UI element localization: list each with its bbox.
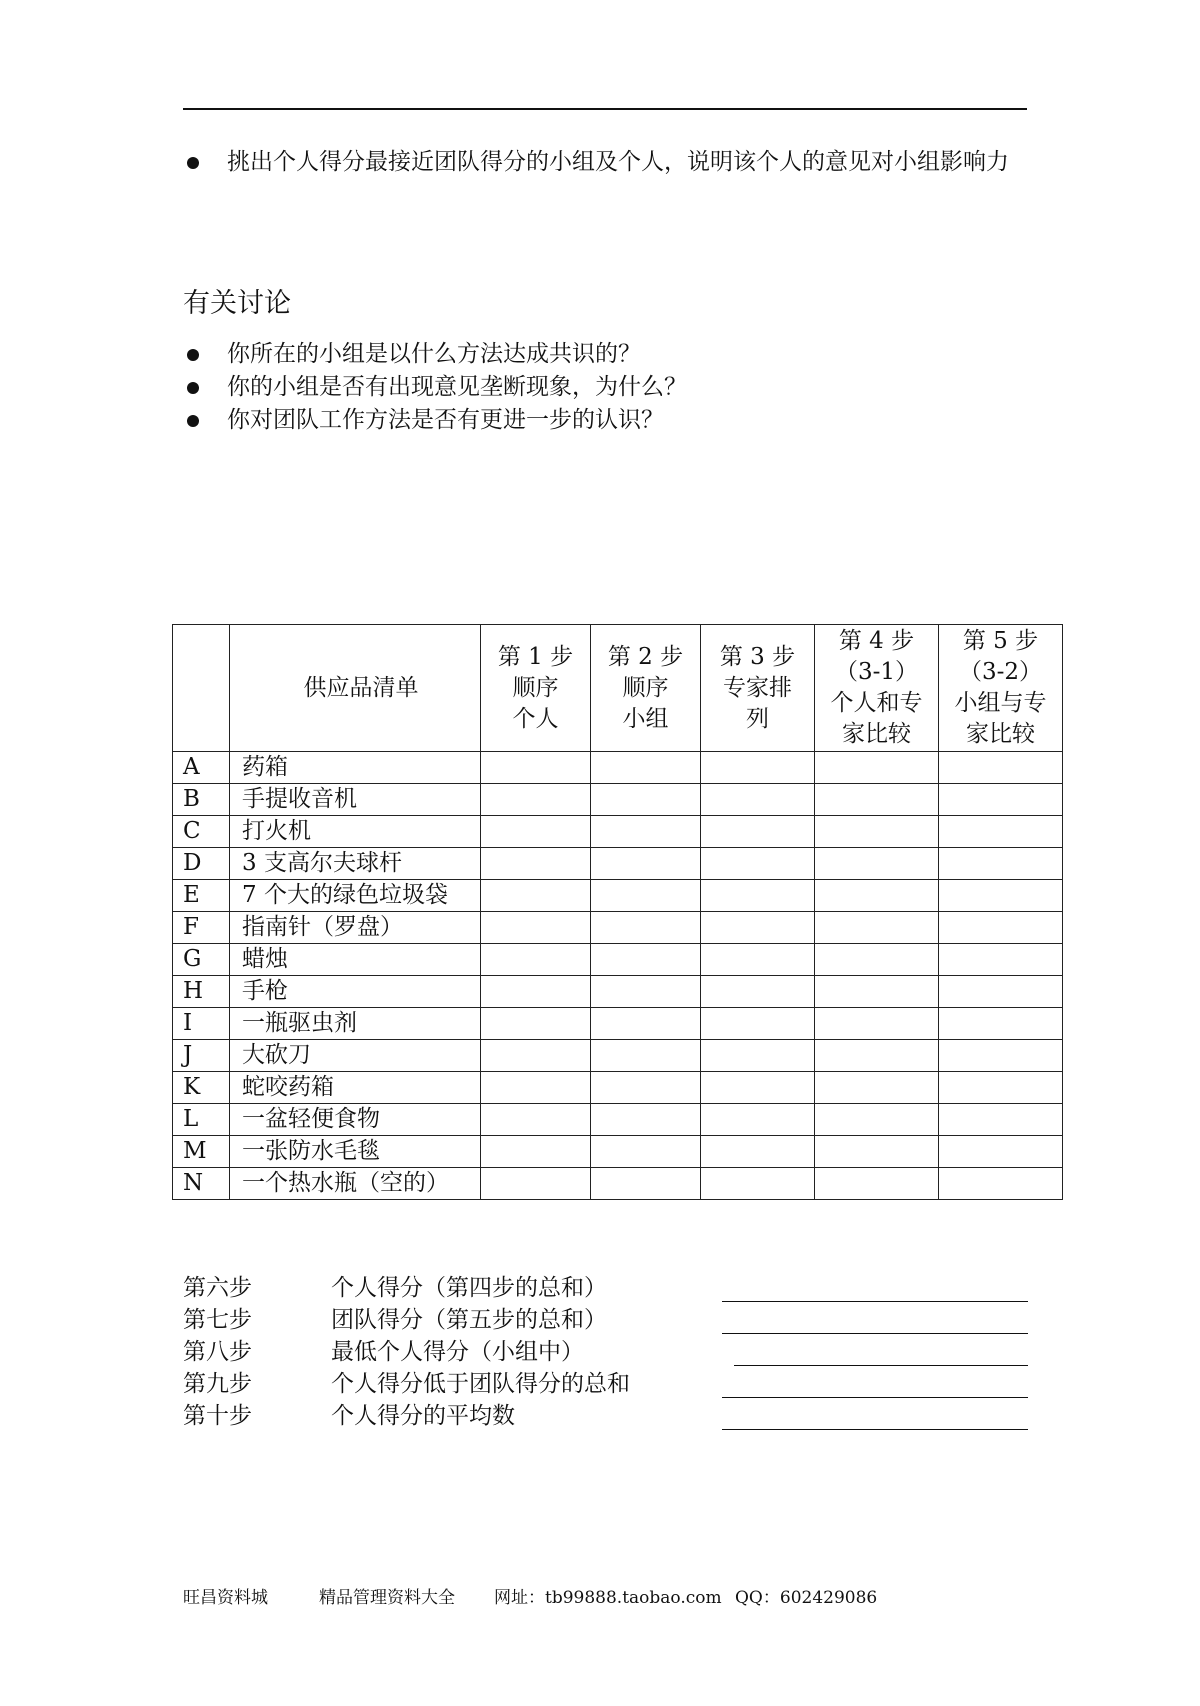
cell-step-1 <box>481 848 591 880</box>
cell-step-3 <box>701 752 815 784</box>
cell-step-3 <box>701 1104 815 1136</box>
cell-step-5 <box>939 1008 1063 1040</box>
step-row <box>183 1336 1028 1368</box>
cell-step-3 <box>701 976 815 1008</box>
row-letter: E <box>173 880 230 912</box>
step-row <box>183 1272 1028 1304</box>
cell-step-3 <box>701 816 815 848</box>
step-row <box>183 1368 1028 1400</box>
step-row <box>183 1304 1028 1336</box>
table-row <box>173 1168 1063 1200</box>
table-row <box>173 1136 1063 1168</box>
cell-step-2 <box>591 880 701 912</box>
cell-step-5 <box>939 1104 1063 1136</box>
cell-step-3 <box>701 1168 815 1200</box>
row-letter: I <box>173 1008 230 1040</box>
row-item-name: 3 支高尔夫球杆 <box>230 848 481 880</box>
cell-step-1 <box>481 1136 591 1168</box>
row-letter: M <box>173 1136 230 1168</box>
cell-step-2 <box>591 784 701 816</box>
answer-line <box>734 1365 1028 1366</box>
row-letter: H <box>173 976 230 1008</box>
page-footer <box>183 1586 878 1706</box>
step-description: 个人得分的平均数 <box>331 1403 515 1429</box>
cell-step-5 <box>939 912 1063 944</box>
cell-step-2 <box>591 1104 701 1136</box>
cell-step-2 <box>591 752 701 784</box>
cell-step-5 <box>939 1136 1063 1168</box>
cell-step-4 <box>815 976 939 1008</box>
footer-slogan: 精品管理资料大全 <box>319 1588 455 1608</box>
cell-step-3 <box>701 912 815 944</box>
row-item-name: 一盆轻便食物 <box>230 1104 481 1136</box>
footer-shop: 旺昌资料城 <box>183 1588 268 1608</box>
score-steps <box>183 1272 1028 1432</box>
row-letter: N <box>173 1168 230 1200</box>
row-item-name: 蜡烛 <box>230 944 481 976</box>
row-item-name: 指南针（罗盘） <box>230 912 481 944</box>
cell-step-1 <box>481 816 591 848</box>
row-item-name: 蛇咬药箱 <box>230 1072 481 1104</box>
answer-line <box>722 1333 1028 1334</box>
cell-step-4 <box>815 752 939 784</box>
step-row <box>183 1400 1028 1432</box>
table-row <box>173 784 1063 816</box>
cell-step-2 <box>591 912 701 944</box>
table-body <box>173 752 1063 1200</box>
answer-line <box>722 1429 1028 1430</box>
cell-step-2 <box>591 848 701 880</box>
list-item: 你的小组是否有出现意见垄断现象，为什么？ <box>183 371 1033 404</box>
cell-step-2 <box>591 1168 701 1200</box>
row-letter: F <box>173 912 230 944</box>
list-item: 你对团队工作方法是否有更进一步的认识？ <box>183 404 1033 437</box>
table-row <box>173 816 1063 848</box>
cell-step-5 <box>939 816 1063 848</box>
cell-step-5 <box>939 944 1063 976</box>
cell-step-3 <box>701 1072 815 1104</box>
step-number: 第六步 <box>183 1275 252 1301</box>
row-item-name: 大砍刀 <box>230 1040 481 1072</box>
supplies-table <box>172 624 1063 1200</box>
list-item: 挑出个人得分最接近团队得分的小组及个人，说明该个人的意见对小组影响力 <box>183 146 1033 179</box>
cell-step-2 <box>591 1040 701 1072</box>
row-item-name: 药箱 <box>230 752 481 784</box>
cell-step-4 <box>815 1008 939 1040</box>
top-divider <box>183 108 1027 110</box>
header-item: 供应品清单 <box>230 625 481 752</box>
cell-step-2 <box>591 816 701 848</box>
table-row <box>173 1104 1063 1136</box>
cell-step-1 <box>481 1072 591 1104</box>
table-row <box>173 912 1063 944</box>
row-letter: D <box>173 848 230 880</box>
header-step-4: 第 4 步 （3-1） 个人和专 家比较 <box>815 625 939 752</box>
row-item-name: 一个热水瓶（空的） <box>230 1168 481 1200</box>
cell-step-4 <box>815 784 939 816</box>
answer-line <box>722 1301 1028 1302</box>
cell-step-5 <box>939 752 1063 784</box>
row-letter: G <box>173 944 230 976</box>
list-item: 你所在的小组是以什么方法达成共识的？ <box>183 338 1033 371</box>
table-row <box>173 848 1063 880</box>
cell-step-3 <box>701 1008 815 1040</box>
cell-step-5 <box>939 1072 1063 1104</box>
header-step-1: 第 1 步 顺序 个人 <box>481 625 591 752</box>
discussion-question-list <box>183 338 1033 437</box>
cell-step-5 <box>939 784 1063 816</box>
cell-step-1 <box>481 1008 591 1040</box>
table-row <box>173 1040 1063 1072</box>
table-row <box>173 1072 1063 1104</box>
cell-step-1 <box>481 976 591 1008</box>
header-step-2: 第 2 步 顺序 小组 <box>591 625 701 752</box>
cell-step-4 <box>815 944 939 976</box>
cell-step-3 <box>701 1040 815 1072</box>
cell-step-2 <box>591 944 701 976</box>
table-row <box>173 752 1063 784</box>
row-letter: A <box>173 752 230 784</box>
step-number: 第七步 <box>183 1307 252 1333</box>
row-letter: B <box>173 784 230 816</box>
step-number: 第八步 <box>183 1339 252 1365</box>
header-step-3: 第 3 步 专家排 列 <box>701 625 815 752</box>
cell-step-4 <box>815 1136 939 1168</box>
cell-step-3 <box>701 944 815 976</box>
cell-step-1 <box>481 784 591 816</box>
step-description: 最低个人得分（小组中） <box>331 1339 584 1365</box>
table-row <box>173 944 1063 976</box>
cell-step-1 <box>481 1040 591 1072</box>
row-letter: L <box>173 1104 230 1136</box>
cell-step-5 <box>939 880 1063 912</box>
step-number: 第十步 <box>183 1403 252 1429</box>
answer-line <box>722 1397 1028 1398</box>
cell-step-5 <box>939 1168 1063 1200</box>
cell-step-4 <box>815 1104 939 1136</box>
row-item-name: 一瓶驱虫剂 <box>230 1008 481 1040</box>
row-item-name: 打火机 <box>230 816 481 848</box>
header-letter <box>173 625 230 752</box>
header-step-5: 第 5 步 （3-2） 小组与专 家比较 <box>939 625 1063 752</box>
cell-step-1 <box>481 752 591 784</box>
cell-step-5 <box>939 848 1063 880</box>
table-header-row <box>173 625 1063 752</box>
cell-step-1 <box>481 1168 591 1200</box>
row-item-name: 手枪 <box>230 976 481 1008</box>
cell-step-4 <box>815 1040 939 1072</box>
top-bullet-list <box>183 146 1033 179</box>
row-letter: K <box>173 1072 230 1104</box>
cell-step-3 <box>701 880 815 912</box>
row-item-name: 7 个大的绿色垃圾袋 <box>230 880 481 912</box>
cell-step-2 <box>591 1008 701 1040</box>
cell-step-4 <box>815 912 939 944</box>
discussion-heading: 有关讨论 <box>183 288 291 319</box>
footer-qq: QQ：602429086 <box>735 1588 878 1608</box>
cell-step-3 <box>701 1136 815 1168</box>
row-item-name: 手提收音机 <box>230 784 481 816</box>
footer-website: 网址：tb99888.taobao.com <box>494 1588 722 1608</box>
cell-step-2 <box>591 1072 701 1104</box>
cell-step-5 <box>939 1040 1063 1072</box>
row-letter: C <box>173 816 230 848</box>
step-number: 第九步 <box>183 1371 252 1397</box>
cell-step-1 <box>481 880 591 912</box>
cell-step-1 <box>481 1104 591 1136</box>
cell-step-2 <box>591 976 701 1008</box>
step-description: 团队得分（第五步的总和） <box>331 1307 607 1333</box>
step-description: 个人得分低于团队得分的总和 <box>331 1371 630 1397</box>
cell-step-3 <box>701 784 815 816</box>
row-letter: J <box>173 1040 230 1072</box>
cell-step-2 <box>591 1136 701 1168</box>
cell-step-1 <box>481 912 591 944</box>
cell-step-4 <box>815 848 939 880</box>
table-row <box>173 976 1063 1008</box>
cell-step-1 <box>481 944 591 976</box>
cell-step-5 <box>939 976 1063 1008</box>
cell-step-3 <box>701 848 815 880</box>
cell-step-4 <box>815 816 939 848</box>
cell-step-4 <box>815 1072 939 1104</box>
table-row <box>173 880 1063 912</box>
row-item-name: 一张防水毛毯 <box>230 1136 481 1168</box>
cell-step-4 <box>815 1168 939 1200</box>
cell-step-4 <box>815 880 939 912</box>
table-row <box>173 1008 1063 1040</box>
step-description: 个人得分（第四步的总和） <box>331 1275 607 1301</box>
